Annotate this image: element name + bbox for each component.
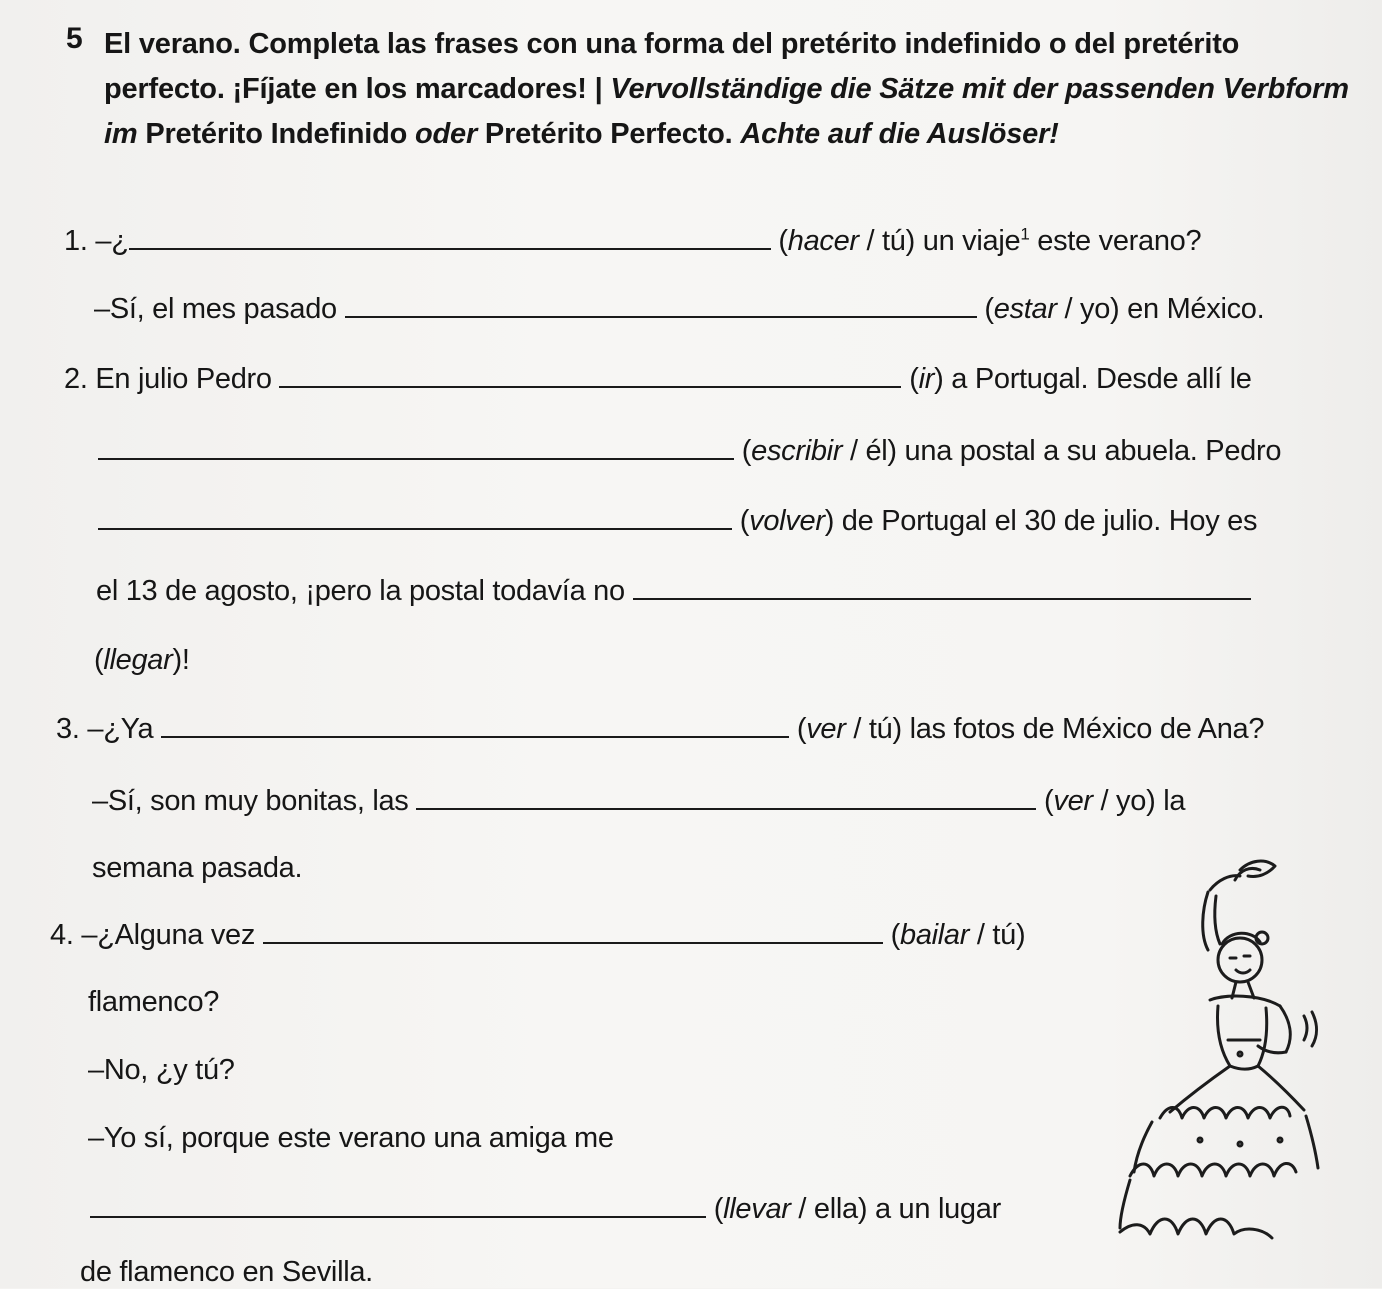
- instruction-term-2: Pretérito Perfecto.: [484, 118, 733, 150]
- answer-blank-2d[interactable]: [633, 574, 1251, 600]
- item-1-line-1: 1. –¿ (hacer / tú) un viaje$^1$ este verano?: [64, 224, 1202, 257]
- item-4-line-3: [88, 1054, 235, 1087]
- sentence-text: de flamenco en Sevilla.: [80, 1256, 373, 1288]
- subject-hint: / tú): [845, 713, 902, 745]
- sentence-text: ) de Portugal el 30 de julio. Hoy es: [824, 505, 1258, 537]
- item-1-line-2: –Sí, el mes pasado (estar / yo) en México.: [94, 293, 1265, 325]
- sentence-text: ) a Portugal. Desde allí le: [934, 363, 1252, 395]
- sentence-text: –Sí, son muy bonitas, las: [92, 785, 409, 817]
- item-4-number: 4.: [50, 919, 74, 951]
- item-3-line-2: –Sí, son muy bonitas, las (ver / yo) la: [92, 785, 1186, 817]
- exercise-number: 5: [66, 22, 83, 55]
- subject-hint: / él): [842, 435, 897, 467]
- flamenco-dancer-illustration: [1090, 840, 1320, 1260]
- answer-blank-4b[interactable]: [90, 1192, 706, 1218]
- sentence-text: en México.: [1119, 293, 1265, 325]
- item-2-line-3: (volver) de Portugal el 30 de julio. Hoy es: [98, 504, 1257, 538]
- item-4-line-1: 4. –¿Alguna vez (bailar / tú): [50, 919, 1026, 951]
- sentence-text: el 13 de agosto, ¡pero la postal todavía no: [96, 575, 625, 607]
- verb-hint: ver: [806, 713, 846, 745]
- answer-blank-4a[interactable]: [263, 918, 883, 944]
- exercise-title: El verano.: [104, 28, 241, 60]
- sentence-text: –No, ¿y tú?: [88, 1054, 235, 1086]
- answer-blank-2b[interactable]: [98, 434, 734, 460]
- sentence-text: la: [1155, 785, 1186, 817]
- sentence-text: las fotos de México de Ana?: [901, 713, 1265, 745]
- answer-blank-3b[interactable]: [416, 784, 1036, 810]
- subject-hint: / ella): [790, 1193, 868, 1225]
- sentence-text: –¿Alguna vez: [81, 919, 256, 951]
- item-4-line-4: [88, 1122, 614, 1155]
- verb-hint: ir: [918, 363, 935, 395]
- verb-hint: llegar: [103, 644, 173, 676]
- verb-hint: llevar: [723, 1193, 791, 1225]
- item-3-number: 3.: [56, 713, 80, 745]
- item-2-line-2: (escribir / él) una postal a su abuela. Pedro: [98, 434, 1281, 468]
- sentence-text: a un lugar: [867, 1193, 1001, 1225]
- sentence-text: este verano?: [1029, 225, 1202, 257]
- exercise-instruction: [104, 22, 1354, 157]
- answer-blank-1b[interactable]: [345, 292, 977, 318]
- instruction-german-end: Achte auf die Auslöser!: [740, 118, 1059, 150]
- instruction-separator: |: [594, 73, 603, 105]
- answer-blank-1a[interactable]: [129, 224, 771, 250]
- answer-blank-2c[interactable]: [98, 504, 732, 530]
- instruction-term-1: Pretérito Indefinido: [145, 118, 408, 150]
- item-4-line-5: (llevar / ella) a un lugar: [90, 1192, 1001, 1226]
- sentence-text: –¿Ya: [87, 713, 154, 745]
- instruction-oder: oder: [415, 118, 478, 150]
- sentence-text: En julio Pedro: [95, 363, 272, 395]
- sentence-text: )!: [172, 644, 190, 676]
- item-2-line-1: 2. En julio Pedro (ir) a Portugal. Desde allí le: [64, 363, 1252, 395]
- instruction-german-1: Vervollständige die Sätze mit der passenden: [610, 73, 1215, 105]
- sentence-text: una postal a su abuela. Pedro: [896, 435, 1282, 467]
- verb-hint: bailar: [899, 919, 970, 951]
- item-4-line-6: [80, 1256, 373, 1289]
- item-4-line-2: [88, 986, 219, 1019]
- sentence-text: un viaje: [915, 225, 1021, 257]
- subject-hint: / tú): [858, 225, 915, 257]
- item-3-line-3: [92, 852, 302, 885]
- item-1-number: 1.: [64, 225, 88, 257]
- verb-hint: ver: [1053, 785, 1093, 817]
- item-2-line-4: [96, 574, 1251, 608]
- item-2-number: 2.: [64, 363, 88, 395]
- answer-blank-2a[interactable]: [279, 362, 901, 388]
- sentence-text: semana pasada.: [92, 852, 303, 884]
- subject-hint: / yo): [1056, 293, 1120, 325]
- verb-hint: volver: [749, 505, 825, 537]
- sentence-text: –Sí, el mes pasado: [94, 293, 337, 325]
- subject-hint: / yo): [1092, 785, 1156, 817]
- sentence-text: –Yo sí, porque este verano una amiga me: [88, 1122, 614, 1154]
- verb-hint: escribir: [751, 435, 843, 467]
- answer-blank-3a[interactable]: [161, 712, 789, 738]
- item-2-line-5: (llegar)!: [94, 644, 190, 676]
- item-3-line-1: 3. –¿Ya (ver / tú) las fotos de México de Ana?: [56, 713, 1265, 745]
- verb-hint: hacer: [787, 225, 859, 257]
- item-1-prompt: –¿: [95, 225, 129, 257]
- subject-hint: / tú): [969, 919, 1026, 951]
- instruction-german-2: Verbform im: [104, 73, 1349, 150]
- sentence-text: flamenco?: [88, 986, 220, 1018]
- verb-hint: estar: [993, 293, 1057, 325]
- footnote-marker: 1: [1020, 224, 1030, 244]
- instruction-spanish: Completa las frases con una forma del pretérito indefinido o del pretérito perfecto. ¡Fíjate en los marcadores!: [104, 28, 1240, 105]
